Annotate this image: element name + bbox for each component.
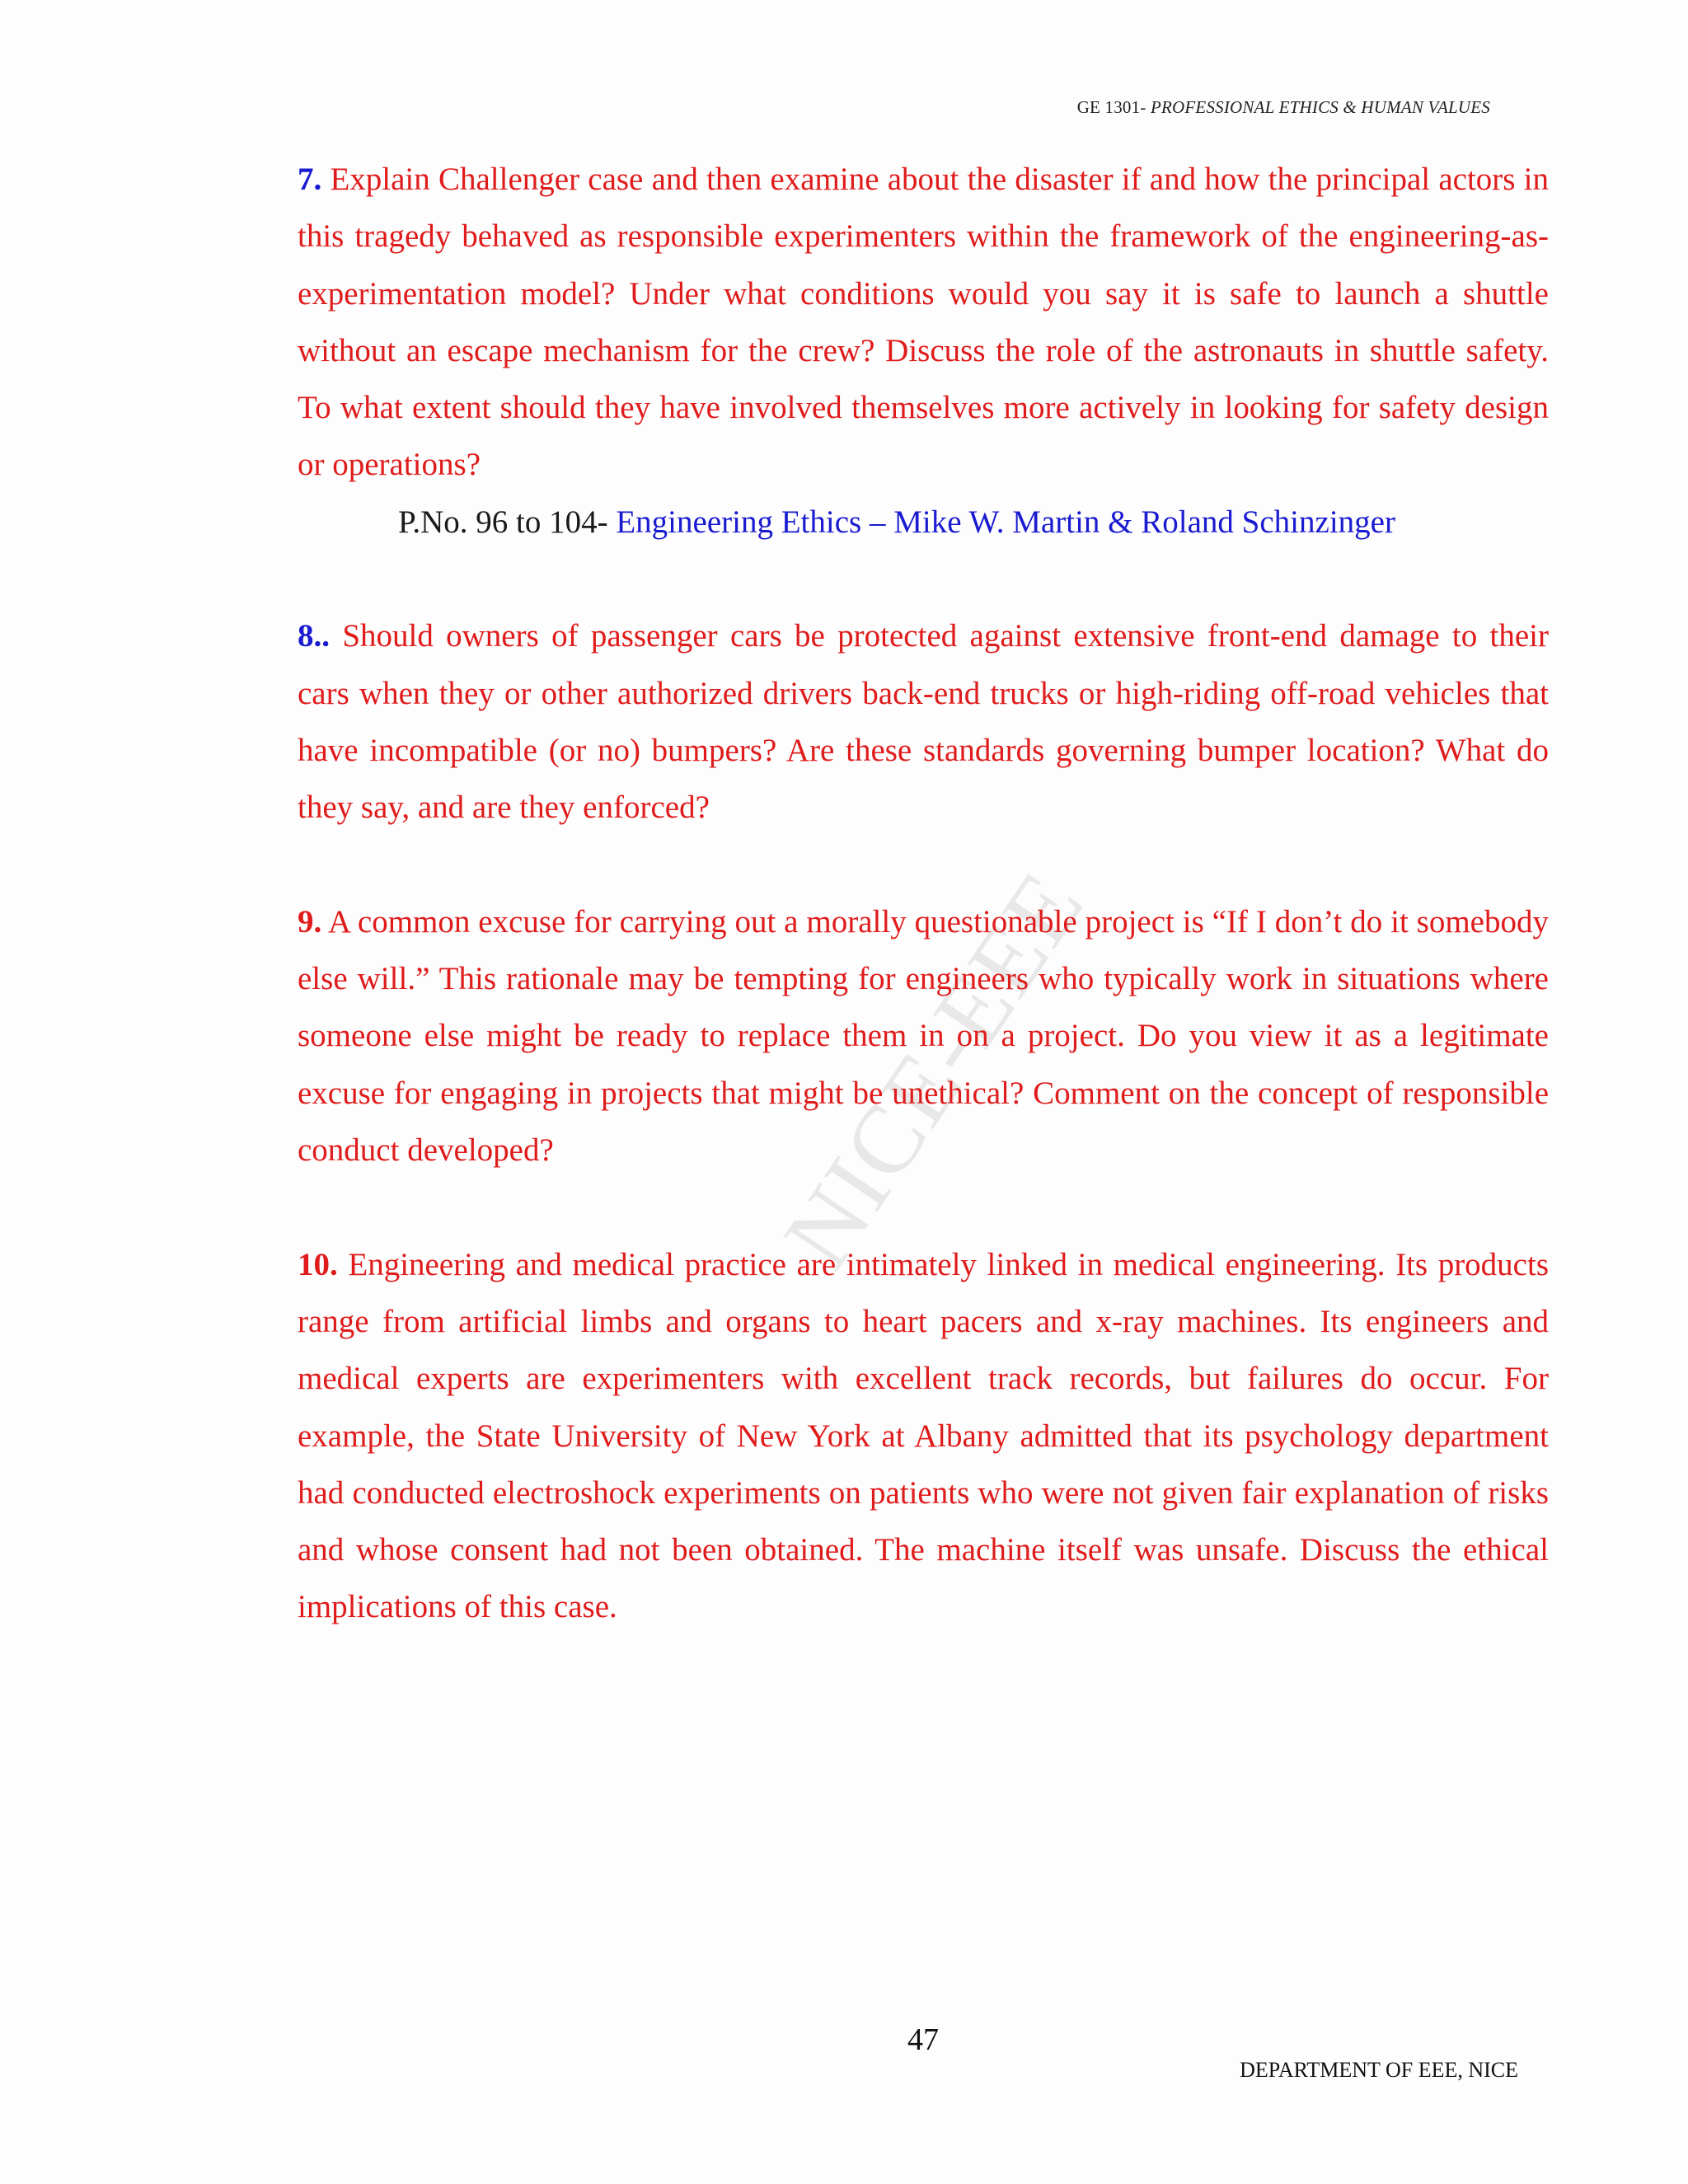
question-8 [298,607,1549,836]
question-9 [298,893,1549,1179]
spacer [298,1179,1549,1235]
question-7 [298,151,1549,494]
question-text: Should owners of passenger cars be protected against extensive front-end damage to their cars when they or other authorized drivers back-end trucks or high-riding off-road vehicles that have incompatible (or no) bumpers? Are these standards governing bumper location? What do they say, and are they enforced? [298,618,1550,826]
question-text: Engineering and medical practice are intimately linked in medical engineering. Its products range from artificial limbs and organs to heart pacers and x-ray machines. Its engineers and medical experts are experimenters with excellent track records, but failures do occur. For example, the State University of New York at Albany admitted that its psychology department had conducted electroshock experiments on patients who were not given fair explanation of risks and whose consent had not been obtained. The machine itself was unsafe. Discuss the ethical implications of this case. [298,1246,1550,1625]
spacer [298,551,1549,607]
question-number: 9. [298,903,322,940]
course-title: PROFESSIONAL ETHICS & HUMAN VALUES [1150,97,1490,117]
question-10 [298,1236,1549,1636]
page-number: 47 [907,2022,939,2057]
question-number: 8.. [298,618,330,654]
reference-book: Engineering Ethics – Mike W. Martin & Roland Schinzinger [616,504,1395,540]
watermark: NICE-EEE [762,852,1105,1287]
reference-line [398,494,1549,551]
document-body [298,151,1549,1636]
question-number: 7. [298,162,322,197]
reference-pages: P.No. 96 to 104- [398,504,617,540]
question-text: A common excuse for carrying out a morally questionable project is “If I don’t do it somebody else will.” This rationale may be tempting for engineers who typically work in situations where someone else might be ready to replace them in on a project. Do you view it as a legitimate excuse for engaging in projects that might be unethical? Comment on the concept of responsible conduct developed? [298,903,1549,1169]
page-footer: DEPARTMENT OF EEE, NICE [1240,2058,1518,2082]
question-text: Explain Challenger case and then examine about the disaster if and how the principal actors in this tragedy behaved as responsible experimenters within the framework of the engineering-as-experimentation model? Under what conditions would you say it is safe to launch a shuttle without an escape mechanism for the crew? Discuss the role of the astronauts in shuttle safety. To what extent should they have involved themselves more actively in looking for safety design or operations? [298,162,1549,483]
spacer [298,837,1549,893]
page-header [1077,97,1490,118]
course-code: GE 1301- [1076,97,1151,117]
question-number: 10. [298,1246,338,1282]
